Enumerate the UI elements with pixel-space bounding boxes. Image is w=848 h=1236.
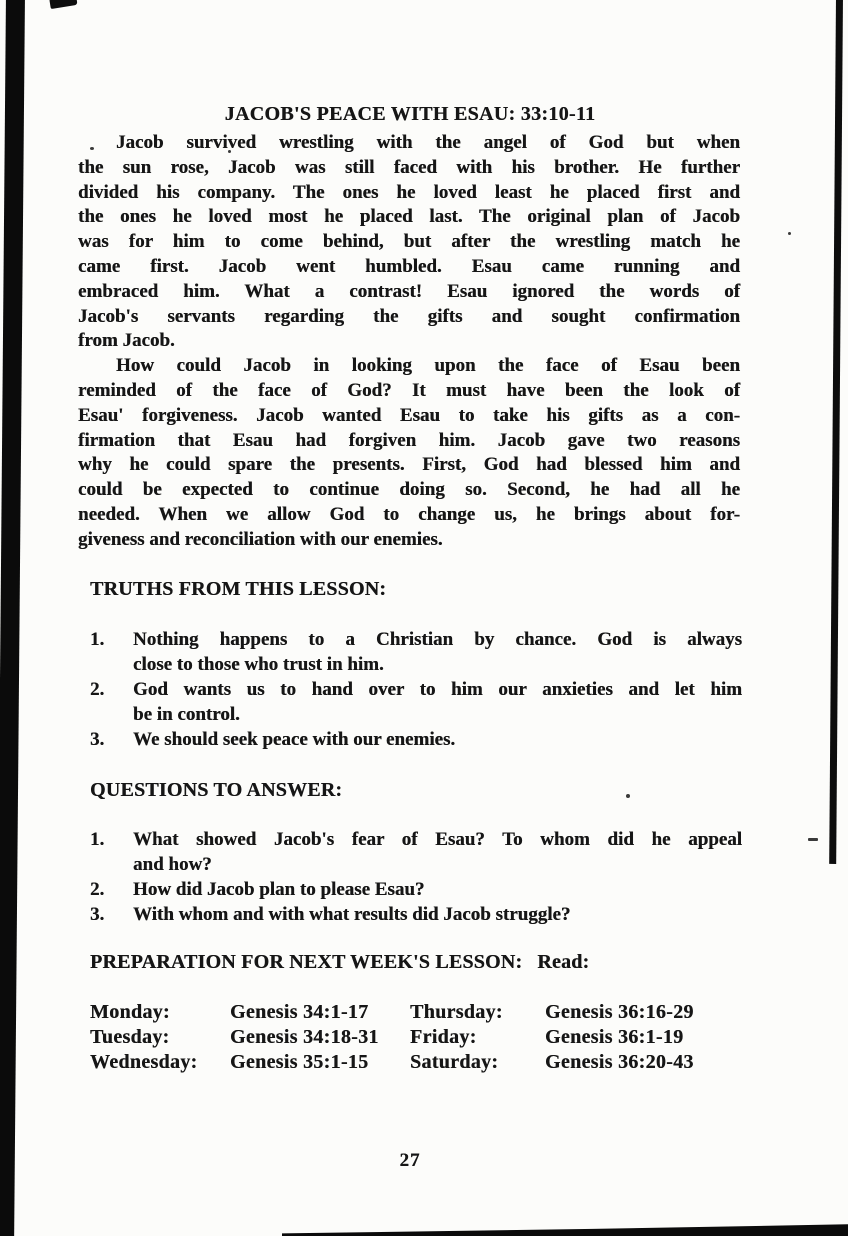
list-item-number: 2. (90, 879, 105, 900)
schedule-reading: Genesis 36:1-19 (545, 1026, 684, 1048)
page-number: 27 (399, 1150, 421, 1171)
text-line: came first. Jacob went humbled. Esau came running and (78, 255, 740, 277)
list-item (90, 627, 742, 677)
lesson-title: JACOB'S PEACE WITH ESAU: 33:10-11 (224, 103, 596, 125)
schedule-day: Friday: (410, 1026, 477, 1048)
reading-schedule (90, 1000, 746, 1075)
schedule-reading: Genesis 35:1-15 (230, 1051, 369, 1073)
text-line: the ones he loved most he placed last. The original plan of Jacob (78, 206, 740, 228)
list-item-number: 1. (90, 629, 105, 650)
schedule-row (90, 1025, 746, 1050)
text-line: reminded of the face of God? It must have been the look of (78, 379, 740, 401)
text-line: Jacob survived wrestling with the angel of God but when (116, 132, 740, 153)
text-line: With whom and with what results did Jacob struggle? (133, 904, 571, 925)
text-line: was for him to come behind, but after the wrestling match he (78, 231, 740, 253)
text-line: be in control. (133, 704, 240, 725)
scan-speck (788, 232, 791, 235)
text-line: What showed Jacob's fear of Esau? To whom did he appeal (133, 829, 742, 850)
schedule-reading: Genesis 36:16-29 (545, 1001, 694, 1023)
truths-list (90, 627, 742, 752)
schedule-reading: Genesis 34:18-31 (230, 1026, 379, 1048)
questions-heading: QUESTIONS TO ANSWER: (90, 779, 343, 801)
schedule-row (90, 1000, 746, 1025)
schedule-day: Monday: (90, 1001, 170, 1023)
list-item (90, 902, 742, 927)
binding-shadow-left (0, 0, 25, 1236)
text-line: We should seek peace with our enemies. (133, 729, 456, 750)
page-edge-line-right (829, 0, 843, 864)
schedule-day: Thursday: (410, 1001, 503, 1023)
preparation-heading (90, 951, 589, 974)
text-line: embraced him. What a contrast! Esau ignored the words of (78, 280, 740, 302)
list-item-text (133, 627, 742, 677)
scan-speck (808, 838, 818, 841)
schedule-reading: Genesis 36:20-43 (545, 1051, 694, 1073)
schedule-day: Wednesday: (90, 1051, 198, 1073)
list-item-text (133, 727, 742, 752)
list-item-number: 3. (90, 904, 105, 925)
text-line: from Jacob. (78, 330, 175, 352)
text-line: How could Jacob in looking upon the face of Esau been (116, 355, 740, 377)
list-item-text (133, 827, 742, 877)
read-label: Read: (537, 951, 590, 973)
list-item-text (133, 677, 742, 727)
scan-corner-mark (49, 0, 77, 9)
questions-list (90, 827, 742, 927)
text-line: Esau' forgiveness. Jacob wanted Esau to take his gifts as a con- (78, 404, 740, 426)
text-line: close to those who trust in him. (133, 654, 384, 675)
preparation-heading-text: PREPARATION FOR NEXT WEEK'S LESSON: (90, 951, 523, 973)
schedule-row (90, 1050, 746, 1075)
text-line: and how? (133, 854, 212, 875)
text-line: giveness and reconciliation with our enemies. (78, 528, 443, 550)
body-paragraphs (78, 131, 740, 553)
truths-heading: TRUTHS FROM THIS LESSON: (90, 578, 387, 600)
text-line: divided his company. The ones he loved least he placed first and (78, 181, 740, 203)
text-line: Nothing happens to a Christian by chance. God is always (133, 629, 742, 650)
text-line: why he could spare the presents. First, God had blessed him and (78, 454, 740, 476)
text-line: How did Jacob plan to please Esau? (133, 879, 425, 900)
list-item-number: 1. (90, 829, 105, 850)
text-line: God wants us to hand over to him our anxieties and let him (133, 679, 742, 700)
schedule-day: Tuesday: (90, 1026, 170, 1048)
list-item (90, 877, 742, 902)
list-item (90, 727, 742, 752)
text-line: Jacob's servants regarding the gifts and sought confirmation (78, 305, 740, 327)
page-edge-shadow-bottom (282, 1223, 848, 1236)
schedule-day: Saturday: (410, 1051, 499, 1073)
text-line: the sun rose, Jacob was still faced with his brother. He further (78, 156, 740, 178)
list-item (90, 677, 742, 727)
text-line: could be expected to continue doing so. Second, he had all he (78, 479, 740, 501)
text-line: needed. When we allow God to change us, he brings about for- (78, 503, 740, 525)
paragraph (78, 131, 740, 354)
list-item-number: 3. (90, 729, 105, 750)
scan-speck (626, 794, 630, 798)
text-line: firmation that Esau had forgiven him. Jacob gave two reasons (78, 429, 740, 451)
paragraph (78, 354, 740, 552)
list-item-text (133, 902, 742, 927)
list-item-number: 2. (90, 679, 105, 700)
list-item-text (133, 877, 742, 902)
list-item (90, 827, 742, 877)
schedule-reading: Genesis 34:1-17 (230, 1001, 369, 1023)
